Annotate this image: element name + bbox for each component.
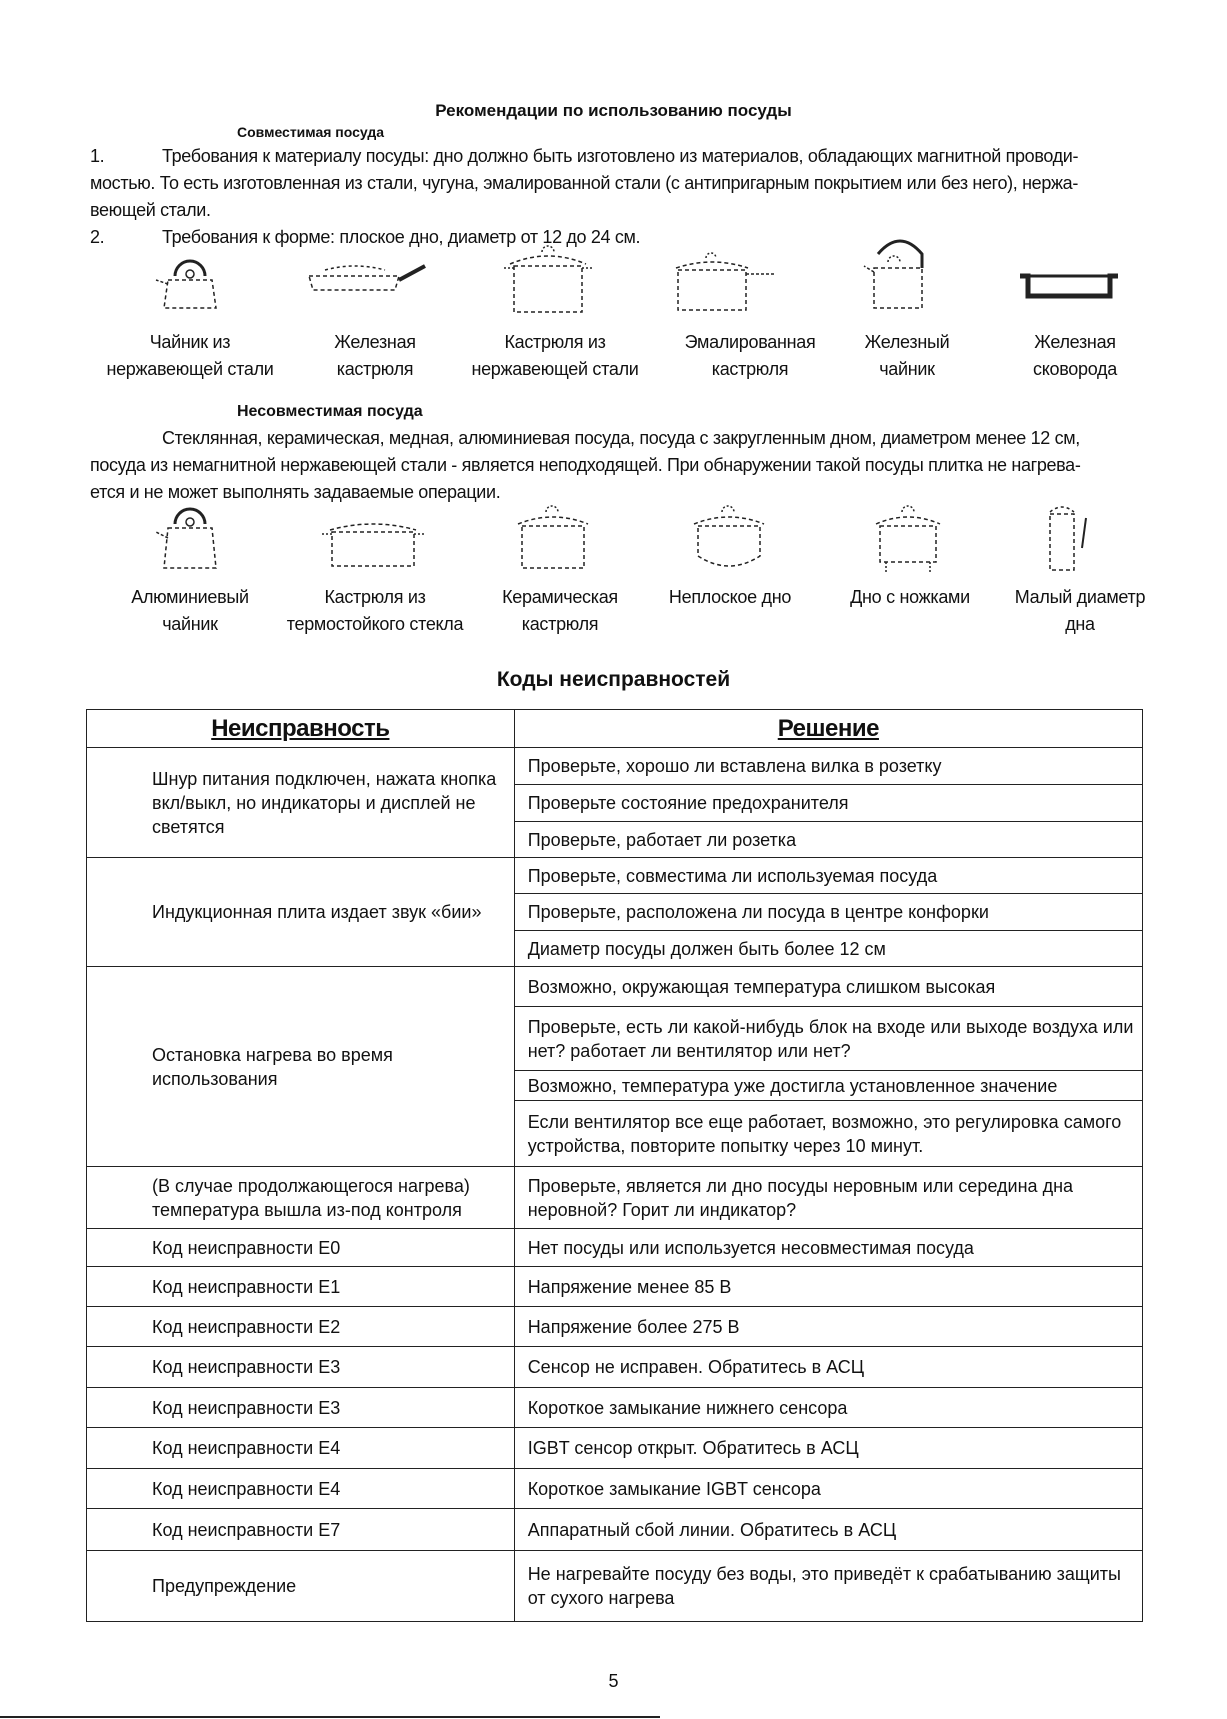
table-row <box>87 967 1143 1007</box>
frying-pan-icon <box>1016 270 1126 310</box>
compatible-label-4: Эмалированная кастрюля <box>684 332 816 379</box>
solution-cell: Возможно, температура уже достигла установленное значение <box>514 1071 1142 1101</box>
incompatible-text-line1: Стеклянная, керамическая, медная, алюминиевая посуда, посуда с закругленным дном, диаметром менее 12 см, <box>162 428 1080 448</box>
solution-cell: Возможно, окружающая температура слишком высокая <box>514 967 1142 1007</box>
narrow-pot-icon <box>1040 494 1100 574</box>
solution-cell: Проверьте, работает ли розетка <box>514 822 1142 858</box>
table-row <box>87 748 1143 785</box>
incompatible-label-2: Кастрюля из термостойкого стекла <box>286 587 464 634</box>
table-row <box>87 1267 1143 1307</box>
fault-cell: Предупреждение <box>87 1551 515 1622</box>
fault-cell: Шнур питания подключен, нажата кнопка вкл/выкл, но индикаторы и дисплей не светятся <box>87 748 515 858</box>
incompatible-label-5: Дно с ножками <box>850 587 970 607</box>
table-header-row <box>87 710 1143 748</box>
table-row <box>87 1509 1143 1551</box>
fault-cell: Код неисправности Е2 <box>87 1307 515 1347</box>
iron-kettle-icon <box>858 228 938 318</box>
page-number: 5 <box>608 1671 619 1691</box>
compatible-icons <box>90 232 1150 322</box>
fault-cell: (В случае продолжающегося нагрева) температура вышла из-под контроля <box>87 1167 515 1229</box>
table-row <box>87 1307 1143 1347</box>
fault-cell: Код неисправности Е7 <box>87 1509 515 1551</box>
compatible-label-6: Железная сковорода <box>1033 332 1117 379</box>
compatible-label-3: Кастрюля из нержавеющей стали <box>471 332 639 379</box>
compatible-label-5: Железный чайник <box>864 332 950 379</box>
fault-column-header: Неисправность <box>87 710 515 748</box>
kettle-icon <box>150 246 230 316</box>
req1-text: Требования к материалу посуды: дно должно быть изготовлено из материалов, обладающих магнитной проводи- <box>162 146 1079 166</box>
table-row <box>87 1167 1143 1229</box>
saucepan-icon <box>670 248 780 318</box>
compatible-label-1: Чайник из нержавеющей стали <box>106 332 274 379</box>
table-row <box>87 1229 1143 1267</box>
glass-pot-icon <box>318 516 428 572</box>
fault-cell: Код неисправности Е0 <box>87 1229 515 1267</box>
fault-cell: Код неисправности Е4 <box>87 1469 515 1509</box>
aluminium-kettle-icon <box>150 498 230 574</box>
solution-cell: Проверьте, есть ли какой-нибудь блок на входе или выходе воздуха или нет? работает ли вентилятор или нет? <box>514 1007 1142 1071</box>
table-row <box>87 1551 1143 1622</box>
solution-cell: IGBT сенсор открыт. Обратитесь в АСЦ <box>514 1428 1142 1469</box>
solution-cell: Напряжение более 275 В <box>514 1307 1142 1347</box>
req1-text-line3: веющей стали. <box>90 200 211 220</box>
solution-cell: Если вентилятор все еще работает, возможно, это регулировка самого устройства, повторите попытку через 10 минут. <box>514 1101 1142 1167</box>
table-row <box>87 1469 1143 1509</box>
solution-cell: Проверьте, расположена ли посуда в центре конфорки <box>514 894 1142 931</box>
table-row <box>87 1388 1143 1428</box>
solution-cell: Проверьте, хорошо ли вставлена вилка в розетку <box>514 748 1142 785</box>
incompatible-text-line2: посуда из немагнитной нержавеющей стали - является неподходящей. При обнаружении такой посуды плитка не нагрева- <box>90 455 1081 475</box>
table-row <box>87 858 1143 894</box>
req1-text-line2: мостью. То есть изготовленная из стали, чугуна, эмалированной стали (с антипригарным покрытием или без него), нержа- <box>90 173 1078 193</box>
fault-codes-table <box>86 709 1143 1622</box>
incompatible-text-line3: ется и не может выполнять задаваемые операции. <box>90 482 501 502</box>
solution-cell: Короткое замыкание IGBT сенсора <box>514 1469 1142 1509</box>
pan-icon <box>305 258 435 308</box>
round-bottom-pot-icon <box>686 502 772 574</box>
solution-cell: Проверьте состояние предохранителя <box>514 785 1142 822</box>
fault-cell: Код неисправности Е1 <box>87 1267 515 1307</box>
req2-text: Требования к форме: плоское дно, диаметр от 12 до 24 см. <box>162 227 641 247</box>
fault-codes-heading: Коды неисправностей <box>496 668 731 691</box>
solution-cell: Проверьте, совместима ли используемая посуда <box>514 858 1142 894</box>
fault-cell: Индукционная плита издает звук «бии» <box>87 858 515 967</box>
compatible-label-2: Железная кастрюля <box>334 332 416 379</box>
fault-cell: Код неисправности Е3 <box>87 1347 515 1388</box>
solution-column-header: Решение <box>514 710 1142 748</box>
fault-cell: Остановка нагрева во время использования <box>87 967 515 1167</box>
table-row <box>87 1347 1143 1388</box>
incompatible-label-3: Керамическая кастрюля <box>502 587 618 634</box>
ceramic-pot-icon <box>510 502 596 574</box>
pot-icon <box>500 238 596 318</box>
fault-cell: Код неисправности Е3 <box>87 1388 515 1428</box>
table-row <box>87 1428 1143 1469</box>
incompatible-label-4: Неплоское дно <box>668 587 792 607</box>
footer-divider <box>0 1716 660 1718</box>
compatible-heading: Совместимая посуда <box>237 124 385 140</box>
legged-pot-icon <box>868 502 948 578</box>
solution-cell: Диаметр посуды должен быть более 12 см <box>514 931 1142 967</box>
solution-cell: Сенсор не исправен. Обратитесь в АСЦ <box>514 1347 1142 1388</box>
incompatible-label-6: Малый диаметр дна <box>1014 587 1146 634</box>
solution-cell: Аппаратный сбой линии. Обратитесь в АСЦ <box>514 1509 1142 1551</box>
page-title: Рекомендации по использованию посуды <box>435 101 792 120</box>
solution-cell: Нет посуды или используется несовместимая посуда <box>514 1229 1142 1267</box>
solution-cell: Короткое замыкание нижнего сенсора <box>514 1388 1142 1428</box>
solution-cell: Напряжение менее 85 В <box>514 1267 1142 1307</box>
solution-cell: Не нагревайте посуду без воды, это приведёт к срабатыванию защиты от сухого нагрева <box>514 1551 1142 1622</box>
solution-cell: Проверьте, является ли дно посуды неровным или середина дна неровной? Горит ли индикатор? <box>514 1167 1142 1229</box>
incompatible-label-1: Алюминиевый чайник <box>131 587 249 634</box>
req1-number: 1. <box>90 146 105 166</box>
incompatible-heading: Несовместимая посуда <box>237 403 423 420</box>
req2-number: 2. <box>90 227 105 247</box>
incompatible-icons <box>90 494 1150 584</box>
fault-cell: Код неисправности Е4 <box>87 1428 515 1469</box>
